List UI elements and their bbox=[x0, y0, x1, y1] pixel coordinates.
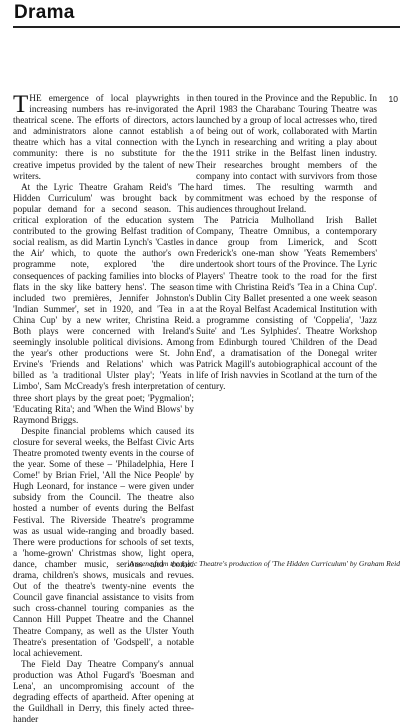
photo-caption: A scene from the Lyric Theatre's production of 'The Hidden Curriculum' by Graham Reid bbox=[129, 559, 400, 568]
drop-cap: T bbox=[13, 91, 29, 118]
paragraph-3: Despite financial problems which caused its closure for several weeks, the Belfast Civic Arts Theatre promoted twenty events in the course of the year. Some of these – 'Philadelphia, Here I Come!' by Brian Friel, 'All the Nice People' by Hugh Leonard, for instance – were given under subsidy from the Council. The theatre also hosted a number of events during the Belfast Festival. The Riverside Theatre's programme was as usual wide-ranging and broadly based. There were productions for schools of set texts, a 'home-grown' Christmas show, light opera, dance, chamber music, serious and comic drama, children's shows, musicals and revues. Out of the theatre's twenty-nine events the Council gave financial assistance to visits from such cross-channel touring companies as the Cannon Hill Puppet Theatre and the Channel Theatre Company, as well as the Ulster Youth Theatre's presentation of 'Godspell', a notable local achievement. bbox=[13, 426, 194, 659]
title-rule bbox=[13, 26, 400, 28]
paragraph-2: At the Lyric Theatre Graham Reid's 'The Hidden Curriculum' was brought back by popular demand for a second season. This critical exploration of the education system contributed to the growing Belfast tradition of social realism, as did Martin Lynch's 'Castles in the Air' which, to quote the author's own programme note, explored 'the dire consequences of packing families into blocks of flats in the sky like battery hens'. The season included two premières, Jennifer Johnston's 'Indian Summer', set in 1920, and 'Tea in a China Cup' by a new writer, Christina Reid. Both plays were concerned with Ireland's seemingly insoluble political divisions. Among the year's other productions were St. John Ervine's 'Friends and Relations' which was billed as 'a traditional Ulster play'; 'Yeats in Limbo', Sam McCready's fresh interpretation of three short plays by the great poet; 'Pygmalion'; 'Educating Rita'; and 'When the Wind Blows' by Raymond Briggs. bbox=[13, 182, 194, 426]
paragraph-6: The Patricia Mulholland Irish Ballet Company, Theatre Omnibus, a contemporary dance group from Limerick, and Scott Frederick's one-man show 'Yeats Remembers' undertook short tours of the Province. The Lyric Players' Theatre took to the road for the first time with Christina Reid's 'Tea in a China Cup'. Dublin City Ballet presented a one week season at the Royal Belfast Academical Institution with a programme consisting of 'Coppelia', 'Jazz Suite' and 'Les Sylphides'. Theatre Workshop from Edinburgh toured 'Children of the Dead End', a dramatisation of the Donegal writer Patrick Magill's autobiographical account of the life of Irish navvies in Scotland at the turn of the century. bbox=[196, 216, 377, 393]
page-title: Drama bbox=[14, 2, 75, 23]
paragraph-1-text: HE emergence of local playwrights in increasing numbers has re-invigorated the theatrical scene. The efforts of directors, actors and administrators alone cannot establish a theatre which has a vital connection with the community: there is no substitute for the creative impetus provided by the talent of new writers. bbox=[13, 94, 194, 182]
paragraph-1 bbox=[13, 91, 194, 183]
left-column bbox=[13, 91, 194, 726]
paragraph-5: then toured in the Province and the Republic. In April 1983 the Charabanc Touring Theatre was launched by a group of local actresses who, tired of being out of work, collaborated with Martin Lynch in researching and writing a play about the 1911 strike in the Belfast linen industry. Their researches brought members of the company into contact with survivors from those hard times. The resulting warmth and commitment was echoed by the response of audiences throughout Ireland. bbox=[196, 94, 377, 215]
right-column bbox=[196, 94, 377, 394]
paragraph-4: The Field Day Theatre Company's annual production was Athol Fugard's 'Boesman and Lena', an uncompromising account of the degrading effects of apartheid. After opening at the Guildhall in Derry, this finely acted three-hander bbox=[13, 659, 194, 726]
page-number: 10 bbox=[388, 94, 398, 104]
